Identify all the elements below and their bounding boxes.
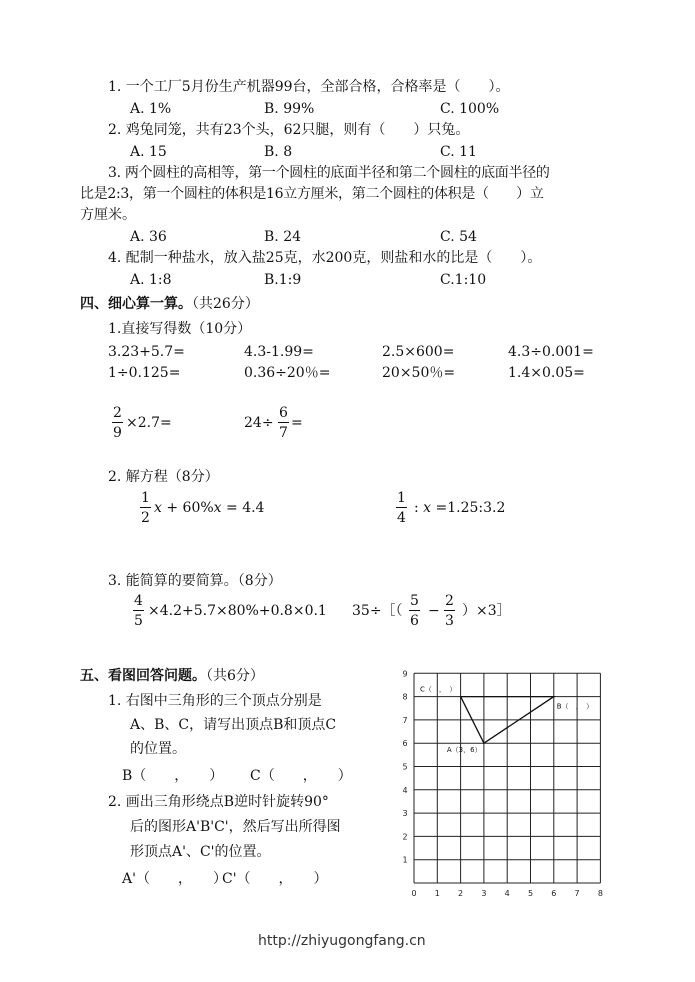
s5-q2-line1: 2. 画出三角形绕点B逆时针旋转90° [108,794,329,810]
vertex-label-b: B（ ， ） [556,702,594,711]
equation-2-rhs: =1.25:3.2 [435,500,506,516]
s5-q2-line3: 形顶点A'、C'的位置。 [130,844,271,860]
q4-option-a: A. 1:8 [130,272,172,288]
calc-8: 1.4×0.05= [508,365,585,381]
q1-option-b: B. 99% [264,101,315,117]
q2-stem: 2. 鸡兔同笼，共有23个头，62只腿，则有（ ）只兔。 [108,122,470,138]
calc-5: 1÷0.125= [108,365,181,381]
q3-stem-line3: 方厘米。 [80,207,136,223]
fraction-numerator: 1 [397,490,406,506]
section4-header [80,297,259,311]
simplify-2-fraction-2 [444,594,455,628]
y-tick-label: 5 [402,762,408,772]
fraction-numerator: 4 [134,593,143,609]
q3-option-b: B. 24 [264,229,302,245]
y-tick-label: 6 [402,739,408,749]
q4-option-b: B.1:9 [264,272,302,288]
q4-stem: 4. 配制一种盐水，放入盐25克，水200克，则盐和水的比是（ ）。 [108,250,542,266]
q2-option-a: A. 15 [130,144,167,160]
x-tick-label: 8 [597,889,603,898]
y-tick-label: 4 [402,785,408,795]
y-tick-label: 9 [402,669,408,679]
calc-6: 0.36÷20％= [244,365,331,381]
calc-10-fraction [278,406,289,440]
s5-q1-line2: A、B、C，请写出顶点B和顶点C [130,717,337,733]
simplify-2-minus: − [428,603,440,619]
equation-2-body [414,501,505,515]
calc-2: 4.3-1.99= [244,344,314,360]
s5-q1-answer-c: C（ ， ） [250,768,352,784]
section5-score: （共6分） [206,668,264,684]
equation-2-colon: : [414,500,419,516]
fraction-denominator: 3 [445,613,454,629]
x-tick-label: 7 [574,889,580,898]
q1-stem: 1. 一个工厂5月份生产机器99台，全部合格，合格率是（ ）。 [108,79,510,95]
fraction-denominator: 4 [397,510,406,526]
s5-q2-line2: 后的图形A'B'C'，然后写出所得图 [130,819,341,835]
s5-q2-answer-c: C'（ ， ） [222,871,328,887]
y-tick-label: 3 [402,809,408,819]
equation-1-body [154,501,264,515]
fraction-numerator: 2 [445,593,454,609]
footer-url[interactable]: http://zhiyugongfang.cn [258,933,426,949]
q2-option-b: B. 8 [264,144,293,160]
section4-score: （共26分） [192,296,259,312]
q1-option-c: C. 100% [440,101,500,117]
simplify-1-rest: ×4.2+5.7×80%+0.8×0.1 [148,603,327,619]
x-tick-label: 5 [527,889,534,898]
y-tick-label: 7 [402,715,408,725]
x-tick-label: 0 [411,889,417,898]
x-tick-label: 3 [481,889,487,898]
y-tick-label: 8 [402,692,408,702]
simplify-heading: 3. 能简算的要简算。（8分） [108,573,282,589]
equation-1-x: x [154,500,162,516]
equation-2-x: x [423,500,432,516]
fraction-numerator: 6 [279,405,288,421]
equation-2-fraction [396,491,407,525]
q4-option-c: C.1:10 [440,272,487,288]
s5-q2-answer-a: A'（ ， ） [122,871,227,887]
q3-stem-line2: 比是2:3，第一个圆柱的体积是16立方厘米，第二个圆柱的体积是（ ）立 [80,186,544,202]
equation-1-fraction [140,491,151,525]
fraction-numerator: 2 [113,405,122,421]
fraction-numerator: 5 [410,593,419,609]
calc-4: 4.3÷0.001= [508,344,594,360]
coordinate-grid [392,662,620,898]
equation-1-rhs: = 4.4 [221,500,265,516]
fraction-denominator: 6 [410,613,419,629]
vertex-label-a: A（3，6） [446,746,482,755]
s5-q1-line3: 的位置。 [130,741,186,757]
x-tick-label: 1 [434,889,440,898]
fraction-denominator: 5 [134,613,143,629]
fraction-denominator: 7 [279,425,288,441]
calc-3: 2.5×600= [382,344,455,360]
direct-calc-heading: 1.直接写得数（10分） [108,321,252,337]
fraction-denominator: 9 [113,425,122,441]
s5-q1-line1: 1. 右图中三角形的三个顶点分别是 [108,693,322,709]
fraction-denominator: 2 [141,510,150,526]
calc-9-fraction [112,406,123,440]
q3-option-c: C. 54 [440,229,477,245]
q3-stem-line1: 3. 两个圆柱的高相等，第一个圆柱的底面半径和第二个圆柱的底面半径的 [108,165,550,181]
y-tick-label: 1 [402,855,408,865]
q1-option-a: A. 1% [130,101,172,117]
section5-header [80,669,264,683]
x-tick-label: 4 [504,889,510,898]
calc-1: 3.23+5.7= [108,344,185,360]
calc-9-rest: ×2.7= [126,415,172,431]
simplify-2-fraction-1 [409,594,420,628]
section5-title: 五、看图回答问题。 [80,668,206,684]
vertex-label-c: C（ ， ） [420,685,457,694]
s5-q1-answer-b: B（ ， ） [122,768,224,784]
calc-7: 20×50％= [382,365,456,381]
q3-option-a: A. 36 [130,229,167,245]
simplify-2-suffix: ）×3］ [462,603,511,619]
fraction-numerator: 1 [141,490,150,506]
equation-1-plus: + 60% [161,500,214,516]
equation-1-x2: x [213,500,222,516]
calc-10-rest: = [291,415,303,431]
calc-10-prefix: 24÷ [244,415,274,431]
y-tick-label: 2 [402,832,408,842]
x-tick-label: 2 [458,889,464,898]
simplify-1-fraction [133,594,144,628]
q2-option-c: C. 11 [440,144,477,160]
equations-heading: 2. 解方程（8分） [108,469,219,485]
section4-title: 四、细心算一算。 [80,296,192,312]
x-tick-label: 6 [551,889,557,898]
simplify-2-prefix: 35÷［（ [352,603,403,619]
